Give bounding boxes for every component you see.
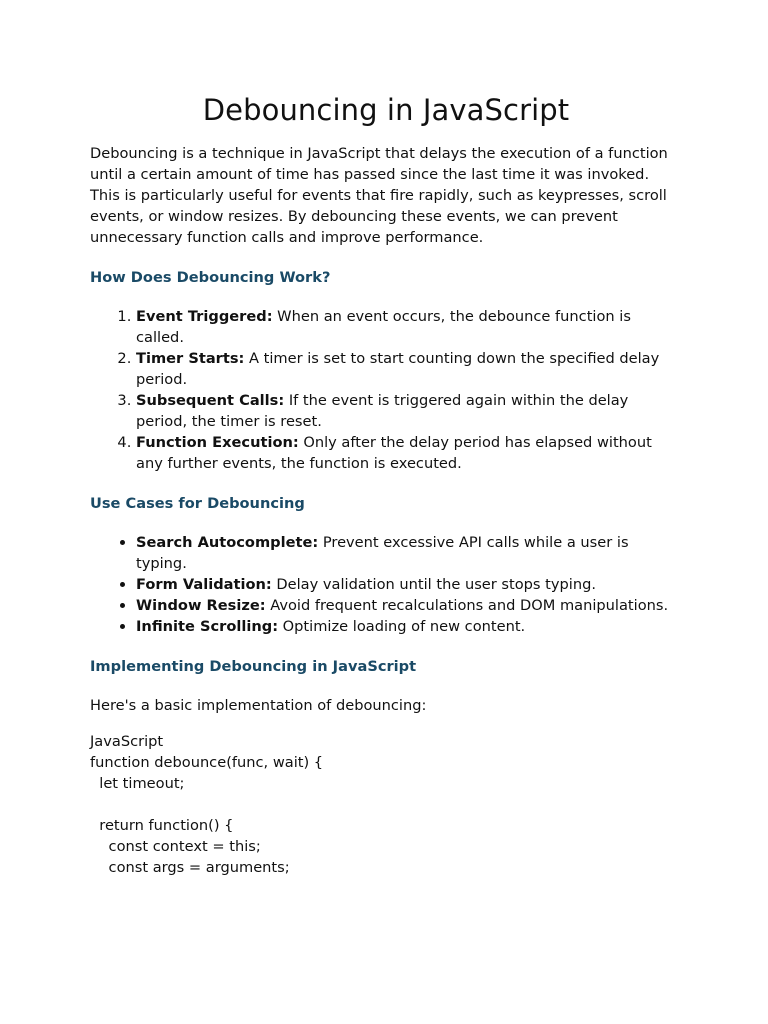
code-line: function debounce(func, wait) {: [90, 754, 324, 771]
use-case-text: Delay validation until the user stops typing.: [271, 576, 596, 593]
code-block: [90, 731, 682, 878]
how-section-heading: How Does Debouncing Work?: [90, 269, 331, 286]
how-steps-list: [90, 306, 682, 474]
use-case-text: Prevent excessive API calls while a user is typing.: [136, 534, 629, 572]
implementation-intro: Here's a basic implementation of debouncing:: [90, 697, 427, 714]
intro-paragraph: Debouncing is a technique in JavaScript that delays the execution of a function until a certain amount of time has passed since the last time it was invoked. This is particularly useful for events that fire rapidly, such as keypresses, scroll events, or window resizes. By debouncing these events, we can prevent unnecessary function calls and improve performance.: [90, 145, 668, 246]
use-case-term: Infinite Scrolling:: [136, 618, 279, 635]
use-case-term: Search Autocomplete:: [136, 534, 319, 551]
code-line: let timeout;: [90, 775, 185, 792]
code-language-label: JavaScript: [90, 733, 164, 750]
list-item: [136, 574, 682, 595]
list-item: [136, 306, 682, 348]
step-term: Timer Starts:: [136, 350, 245, 367]
page-title: Debouncing in JavaScript: [202, 93, 570, 127]
step-text: Only after the delay period has elapsed without any further events, the function is executed.: [136, 434, 652, 472]
list-item: [136, 616, 682, 637]
list-item: [136, 432, 682, 474]
use-cases-heading: Use Cases for Debouncing: [90, 495, 305, 512]
document-page: [90, 88, 682, 878]
implementation-heading: Implementing Debouncing in JavaScript: [90, 658, 417, 675]
use-case-term: Form Validation:: [136, 576, 272, 593]
code-line: const context = this;: [90, 838, 261, 855]
code-line: const args = arguments;: [90, 859, 290, 876]
use-case-text: Optimize loading of new content.: [278, 618, 526, 635]
code-line: [90, 794, 682, 815]
step-text: When an event occurs, the debounce function is called.: [136, 308, 631, 346]
use-case-term: Window Resize:: [136, 597, 266, 614]
use-cases-list: [90, 532, 682, 637]
list-item: [136, 390, 682, 432]
step-term: Subsequent Calls:: [136, 392, 285, 409]
step-term: Event Triggered:: [136, 308, 273, 325]
list-item: [136, 595, 682, 616]
list-item: [136, 348, 682, 390]
step-text: If the event is triggered again within the delay period, the timer is reset.: [136, 392, 629, 430]
list-item: [136, 532, 682, 574]
code-line: return function() {: [90, 817, 234, 834]
use-case-text: Avoid frequent recalculations and DOM manipulations.: [265, 597, 669, 614]
step-term: Function Execution:: [136, 434, 299, 451]
step-text: A timer is set to start counting down the specified delay period.: [136, 350, 660, 388]
